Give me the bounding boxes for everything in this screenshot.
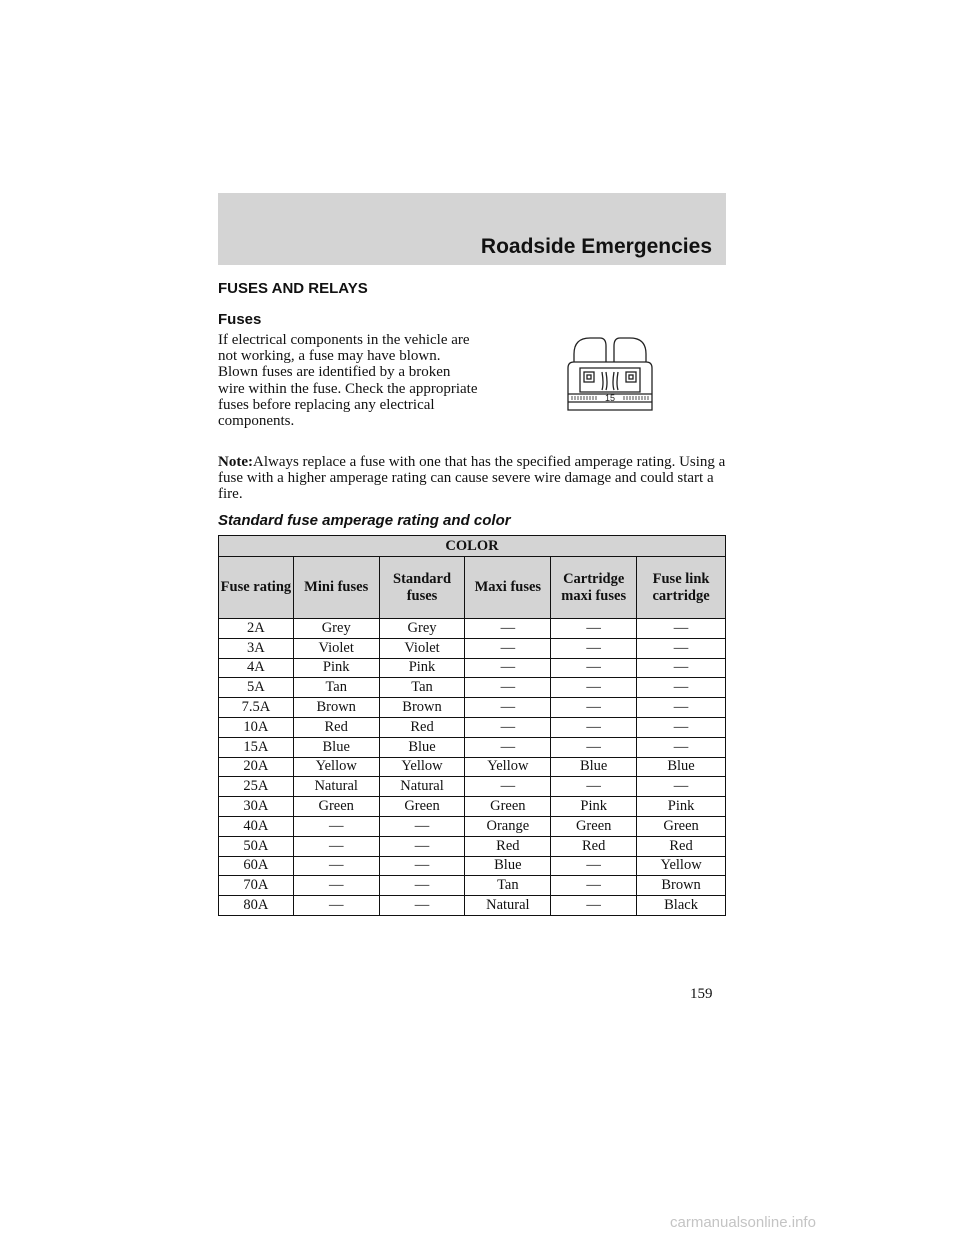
- table-cell: Tan: [379, 678, 465, 698]
- table-cell: —: [551, 737, 637, 757]
- table-cell: —: [293, 856, 379, 876]
- table-cell: —: [551, 717, 637, 737]
- table-cell: —: [551, 638, 637, 658]
- table-cell: Green: [379, 797, 465, 817]
- table-caption: Standard fuse amperage rating and color: [218, 512, 511, 529]
- watermark: carmanualsonline.info: [670, 1214, 816, 1231]
- table-row: [219, 777, 726, 797]
- column-header: Standard fuses: [379, 557, 465, 619]
- table-cell: Pink: [637, 797, 726, 817]
- table-cell: —: [637, 717, 726, 737]
- table-cell: Tan: [465, 876, 551, 896]
- table-cell: 60A: [219, 856, 294, 876]
- table-cell: Red: [293, 717, 379, 737]
- table-row: [219, 797, 726, 817]
- table-cell: Tan: [293, 678, 379, 698]
- table-cell: Brown: [293, 698, 379, 718]
- table-row: [219, 816, 726, 836]
- column-header-row: [219, 557, 726, 619]
- fuse-rating-label: 15: [604, 393, 616, 403]
- table-row: [219, 717, 726, 737]
- table-row: [219, 619, 726, 639]
- table-cell: —: [465, 698, 551, 718]
- table-row: [219, 678, 726, 698]
- table-cell: —: [551, 619, 637, 639]
- table-cell: Violet: [293, 638, 379, 658]
- table-cell: —: [637, 678, 726, 698]
- table-cell: —: [293, 876, 379, 896]
- table-cell: —: [551, 876, 637, 896]
- page-number: 159: [690, 986, 713, 1002]
- table-cell: —: [465, 777, 551, 797]
- table-cell: Blue: [551, 757, 637, 777]
- table-row: [219, 757, 726, 777]
- header-band: [218, 193, 726, 265]
- table-cell: —: [465, 678, 551, 698]
- fuse-color-table: [218, 535, 726, 916]
- table-cell: —: [637, 658, 726, 678]
- intro-paragraph: If electrical components in the vehicle are not working, a fuse may have blown. Blown fuses are identified by a broken wire within the fuse. Check the appropriate fuses before replacing any electrical components.: [218, 332, 478, 430]
- table-cell: Blue: [293, 737, 379, 757]
- table-row: [219, 737, 726, 757]
- table-cell: —: [551, 896, 637, 916]
- table-cell: Natural: [293, 777, 379, 797]
- table-row: [219, 638, 726, 658]
- note-paragraph: [218, 454, 728, 503]
- table-cell: Natural: [379, 777, 465, 797]
- table-cell: —: [465, 619, 551, 639]
- table-cell: —: [551, 777, 637, 797]
- table-cell: Blue: [637, 757, 726, 777]
- table-row: [219, 658, 726, 678]
- color-group-header: COLOR: [219, 536, 726, 557]
- fuse-icon: [560, 332, 660, 414]
- table-cell: Yellow: [465, 757, 551, 777]
- table-cell: —: [551, 856, 637, 876]
- table-cell: Grey: [379, 619, 465, 639]
- table-cell: —: [293, 896, 379, 916]
- column-header: Cartridge maxi fuses: [551, 557, 637, 619]
- table-cell: —: [551, 678, 637, 698]
- table-cell: —: [637, 638, 726, 658]
- table-cell: —: [637, 619, 726, 639]
- table-cell: Red: [379, 717, 465, 737]
- table-cell: Yellow: [293, 757, 379, 777]
- table-cell: Green: [465, 797, 551, 817]
- table-row: [219, 698, 726, 718]
- table-cell: —: [465, 737, 551, 757]
- table-cell: Green: [551, 816, 637, 836]
- table-cell: Green: [293, 797, 379, 817]
- table-cell: —: [379, 896, 465, 916]
- table-cell: Orange: [465, 816, 551, 836]
- column-header: Maxi fuses: [465, 557, 551, 619]
- table-cell: —: [293, 816, 379, 836]
- table-cell: Black: [637, 896, 726, 916]
- table-cell: —: [379, 816, 465, 836]
- table-cell: 70A: [219, 876, 294, 896]
- table-cell: —: [465, 638, 551, 658]
- table-cell: Yellow: [637, 856, 726, 876]
- table-cell: Blue: [465, 856, 551, 876]
- sub-heading: Fuses: [218, 311, 262, 328]
- column-header: Fuse rating: [219, 557, 294, 619]
- table-cell: Natural: [465, 896, 551, 916]
- table-cell: Red: [637, 836, 726, 856]
- table-cell: 40A: [219, 816, 294, 836]
- table-cell: —: [293, 836, 379, 856]
- table-cell: Red: [465, 836, 551, 856]
- table-cell: —: [379, 876, 465, 896]
- table-row: [219, 896, 726, 916]
- table-cell: 30A: [219, 797, 294, 817]
- table-cell: Grey: [293, 619, 379, 639]
- fuse-illustration: [560, 332, 660, 414]
- table-cell: Green: [637, 816, 726, 836]
- table-cell: Blue: [379, 737, 465, 757]
- table-row: [219, 836, 726, 856]
- table-cell: Pink: [551, 797, 637, 817]
- table-cell: Pink: [379, 658, 465, 678]
- column-header: Fuse link cartridge: [637, 557, 726, 619]
- table-cell: Violet: [379, 638, 465, 658]
- table-row: [219, 876, 726, 896]
- table-cell: —: [551, 698, 637, 718]
- note-label: Note:: [218, 454, 253, 470]
- table-cell: —: [637, 698, 726, 718]
- table-cell: 10A: [219, 717, 294, 737]
- table-cell: 15A: [219, 737, 294, 757]
- table-cell: Brown: [379, 698, 465, 718]
- table-cell: —: [637, 737, 726, 757]
- column-header: Mini fuses: [293, 557, 379, 619]
- table-cell: 7.5A: [219, 698, 294, 718]
- table-cell: 20A: [219, 757, 294, 777]
- table-cell: Yellow: [379, 757, 465, 777]
- table-cell: 5A: [219, 678, 294, 698]
- table-cell: 25A: [219, 777, 294, 797]
- table-cell: 4A: [219, 658, 294, 678]
- table-cell: 2A: [219, 619, 294, 639]
- note-text: Always replace a fuse with one that has the specified amperage rating. Using a fuse with a higher amperage rating can cause severe wire damage and could start a fire.: [218, 454, 726, 503]
- table-cell: Red: [551, 836, 637, 856]
- table-cell: —: [465, 658, 551, 678]
- table-cell: —: [379, 856, 465, 876]
- table-cell: 80A: [219, 896, 294, 916]
- table-cell: —: [379, 836, 465, 856]
- table-cell: Brown: [637, 876, 726, 896]
- table-cell: —: [637, 777, 726, 797]
- table-cell: —: [551, 658, 637, 678]
- table-cell: 3A: [219, 638, 294, 658]
- table-row: [219, 856, 726, 876]
- table-cell: 50A: [219, 836, 294, 856]
- section-heading: FUSES AND RELAYS: [218, 280, 368, 297]
- table-cell: —: [465, 717, 551, 737]
- table-cell: Pink: [293, 658, 379, 678]
- page-header-title: Roadside Emergencies: [480, 235, 712, 258]
